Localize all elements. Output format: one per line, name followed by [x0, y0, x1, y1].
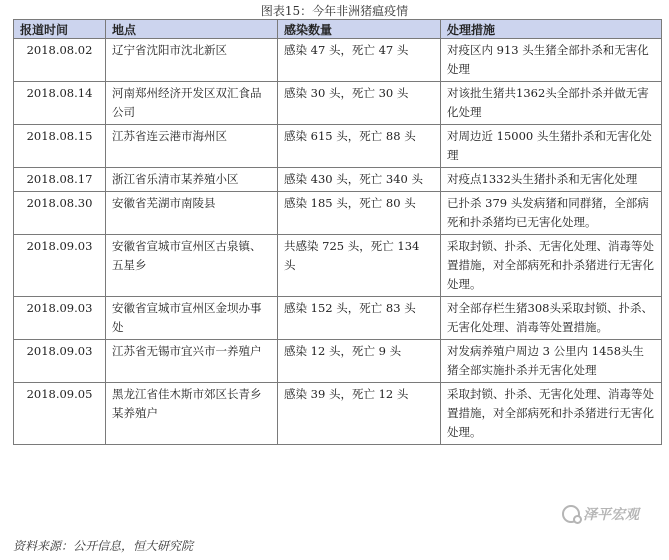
cell-location: 江苏省无锡市宜兴市一养殖户: [106, 340, 278, 383]
source-note: 资料来源：公开信息，恒大研究院: [13, 539, 194, 553]
wechat-logo-icon: [562, 505, 580, 523]
table-title: 图表15：今年非洲猪瘟疫情: [260, 4, 409, 18]
cell-date: 2018.09.03: [14, 340, 106, 383]
cell-measures: 采取封锁、扑杀、无害化处理、消毒等处置措施，对全部病死和扑杀猪进行无害化处理。: [441, 235, 662, 297]
cell-date: 2018.09.03: [14, 235, 106, 297]
cell-location: 浙江省乐清市某养殖小区: [106, 168, 278, 192]
cell-location: 安徽省芜湖市南陵县: [106, 192, 278, 235]
cell-measures: 对疫点1332头生猪扑杀和无害化处理: [441, 168, 662, 192]
cell-location: 河南郑州经济开发区双汇食品公司: [106, 82, 278, 125]
table-row: [14, 192, 662, 235]
cell-measures: 对该批生猪共1362头全部扑杀并做无害化处理: [441, 82, 662, 125]
cell-measures: 对发病养殖户周边 3 公里内 1458头生猪全部实施扑杀并无害化处理: [441, 340, 662, 383]
cell-infection: 感染 152 头，死亡 83 头: [278, 297, 441, 340]
cell-measures: 对全部存栏生猪308头采取封锁、扑杀、无害化处理、消毒等处置措施。: [441, 297, 662, 340]
table-row: [14, 39, 662, 82]
cell-location: 辽宁省沈阳市沈北新区: [106, 39, 278, 82]
table-row: [14, 168, 662, 192]
watermark: [562, 504, 639, 524]
table-header-row: [14, 20, 662, 39]
cell-date: 2018.08.17: [14, 168, 106, 192]
cell-infection: 共感染 725 头，死亡 134 头: [278, 235, 441, 297]
header-date: 报道时间: [14, 20, 106, 39]
table-row: [14, 340, 662, 383]
cell-measures: 对疫区内 913 头生猪全部扑杀和无害化处理: [441, 39, 662, 82]
cell-measures: 已扑杀 379 头发病猪和同群猪，全部病死和扑杀猪均已无害化处理。: [441, 192, 662, 235]
header-measures: 处理措施: [441, 20, 662, 39]
cell-infection: 感染 47 头，死亡 47 头: [278, 39, 441, 82]
cell-location: 安徽省宣城市宣州区古泉镇、五星乡: [106, 235, 278, 297]
table-row: [14, 82, 662, 125]
cell-infection: 感染 12 头，死亡 9 头: [278, 340, 441, 383]
cell-measures: 采取封锁、扑杀、无害化处理、消毒等处置措施，对全部病死和扑杀猪进行无害化处理。: [441, 383, 662, 445]
cell-infection: 感染 39 头，死亡 12 头: [278, 383, 441, 445]
header-infection: 感染数量: [278, 20, 441, 39]
cell-date: 2018.08.30: [14, 192, 106, 235]
watermark-text: 泽平宏观: [583, 507, 639, 523]
cell-date: 2018.08.14: [14, 82, 106, 125]
cell-date: 2018.09.03: [14, 297, 106, 340]
header-location: 地点: [106, 20, 278, 39]
table-row: [14, 383, 662, 445]
cell-measures: 对周边近 15000 头生猪扑杀和无害化处理: [441, 125, 662, 168]
outbreak-table: [13, 19, 662, 445]
cell-date: 2018.08.02: [14, 39, 106, 82]
cell-infection: 感染 185 头，死亡 80 头: [278, 192, 441, 235]
cell-infection: 感染 430 头，死亡 340 头: [278, 168, 441, 192]
table-row: [14, 125, 662, 168]
cell-date: 2018.09.05: [14, 383, 106, 445]
cell-date: 2018.08.15: [14, 125, 106, 168]
table-row: [14, 235, 662, 297]
cell-location: 江苏省连云港市海州区: [106, 125, 278, 168]
cell-location: 黑龙江省佳木斯市郊区长青乡某养殖户: [106, 383, 278, 445]
cell-infection: 感染 30 头，死亡 30 头: [278, 82, 441, 125]
cell-location: 安徽省宣城市宣州区金坝办事处: [106, 297, 278, 340]
table-row: [14, 297, 662, 340]
cell-infection: 感染 615 头，死亡 88 头: [278, 125, 441, 168]
